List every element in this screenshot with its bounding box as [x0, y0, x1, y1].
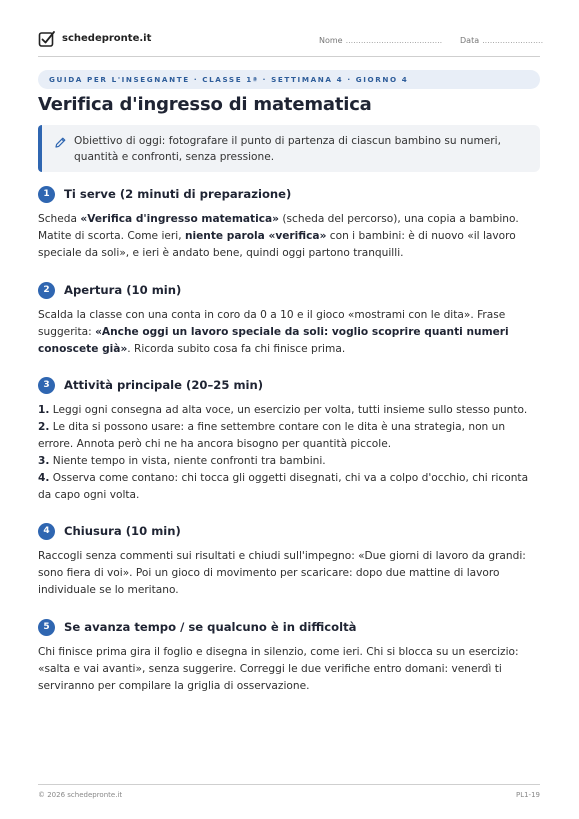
- body-text: Scalda la classe con una conta in coro da 0 a 10 e il gioco «mostrami con le dita». Frase suggerita:: [38, 309, 506, 338]
- item-text: Osserva come contano: chi tocca gli oggetti disegnati, chi va a colpo d'occhio, chi riconta da capo ogni volta.: [38, 472, 529, 501]
- brand-name: schedepronte.it: [62, 33, 152, 44]
- body-bold: «Verifica d'ingresso matematica»: [80, 213, 280, 225]
- item-text: Le dita si possono usare: a fine settembre contare con le dita è una strategia, non un errore. Annota però chi ne ha ancora bisogno per quantità piccole.: [38, 421, 506, 450]
- list-item: [38, 453, 540, 470]
- checkbox-pencil-icon: [38, 30, 56, 48]
- section-title: Se avanza tempo / se qualcuno è in difficoltà: [64, 620, 357, 634]
- footer-code: PL1-19: [515, 791, 540, 799]
- body-text: con i bambini: è di nuovo «il lavoro speciale da soli», e ieri è andato bene, quindi oggi partono tranquilli.: [38, 230, 516, 259]
- footer-copyright: © 2026 schedepronte.it: [38, 791, 123, 799]
- date-label: Data: [460, 36, 480, 45]
- page-header: [38, 28, 544, 57]
- section-number: 4: [38, 523, 55, 540]
- section-body: [38, 402, 540, 504]
- section-closing: [38, 523, 540, 599]
- item-text: Niente tempo in vista, niente confronti tra bambini.: [49, 455, 326, 467]
- list-item: [38, 402, 540, 419]
- eyebrow-text: GUIDA PER L'INSEGNANTE · CLASSE 1ª · SETTIMANA 4 · GIORNO 4: [49, 75, 409, 84]
- objective-box: [38, 125, 540, 172]
- body-text: Chi finisce prima gira il foglio e disegna in silenzio, come ieri. Chi si blocca su un esercizio: «salta e vai avanti», senza suggerire. Correggi le due verifiche entro domani: venerdì ti serviranno per compilare la griglia di osservazione.: [38, 646, 519, 692]
- objective-accent-bar: [38, 125, 42, 172]
- item-text: Leggi ogni consegna ad alta voce, un esercizio per volta, tutti insieme sullo stesso punto.: [49, 404, 528, 416]
- body-text: (scheda del percorso), una copia a bambino. Matite di scorta. Come ieri,: [38, 213, 519, 242]
- item-number: 3.: [38, 455, 50, 467]
- body-bold: niente parola «verifica»: [184, 230, 327, 242]
- list-item: [38, 419, 540, 453]
- section-number: 2: [38, 282, 55, 299]
- page-footer: [38, 784, 540, 803]
- body-text: . Ricorda subito cosa fa chi finisce prima.: [127, 343, 346, 355]
- date-blank: ........................: [482, 36, 544, 45]
- item-number: 2.: [38, 421, 50, 433]
- item-number: 1.: [38, 404, 50, 416]
- name-field: [319, 36, 442, 45]
- page-title: Verifica d'ingresso di matematica: [38, 94, 372, 115]
- list-item: [38, 470, 540, 504]
- section-body: [38, 211, 540, 262]
- section-title: Ti serve (2 minuti di preparazione): [64, 187, 292, 201]
- body-bold: «Anche oggi un lavoro speciale da soli: voglio scoprire quanti numeri conoscete già»: [38, 326, 509, 355]
- section-number: 3: [38, 377, 55, 394]
- section-body: [38, 307, 540, 358]
- name-blank: ......................................: [345, 36, 443, 45]
- section-title: Attività principale (20–25 min): [64, 378, 264, 392]
- objective-text: Obiettivo di oggi: fotografare il punto di partenza di ciascun bambino su numeri, quantità e confronti, senza pressione.: [74, 135, 501, 163]
- section-body: [38, 644, 540, 695]
- section-title: Chiusura (10 min): [64, 524, 181, 538]
- section-materials: [38, 186, 540, 262]
- section-title: Apertura (10 min): [64, 283, 182, 297]
- section-number: 5: [38, 619, 55, 636]
- body-text: Scheda: [38, 213, 81, 225]
- body-text: Raccogli senza commenti sui risultati e chiudi sull'impegno: «Due giorni di lavoro da grandi: sono fiera di voi». Poi un gioco di movimento per scaricare: dopo due mattine di lavoro individuale se lo meritano.: [38, 550, 526, 596]
- section-body: [38, 548, 540, 599]
- section-number: 1: [38, 186, 55, 203]
- section-main-activity: [38, 377, 540, 504]
- item-number: 4.: [38, 472, 50, 484]
- section-extra-time: [38, 619, 540, 695]
- pencil-icon: [54, 136, 67, 149]
- date-field: [460, 36, 543, 45]
- eyebrow-banner: [38, 70, 540, 89]
- name-label: Nome: [319, 36, 343, 45]
- section-opening: [38, 282, 540, 358]
